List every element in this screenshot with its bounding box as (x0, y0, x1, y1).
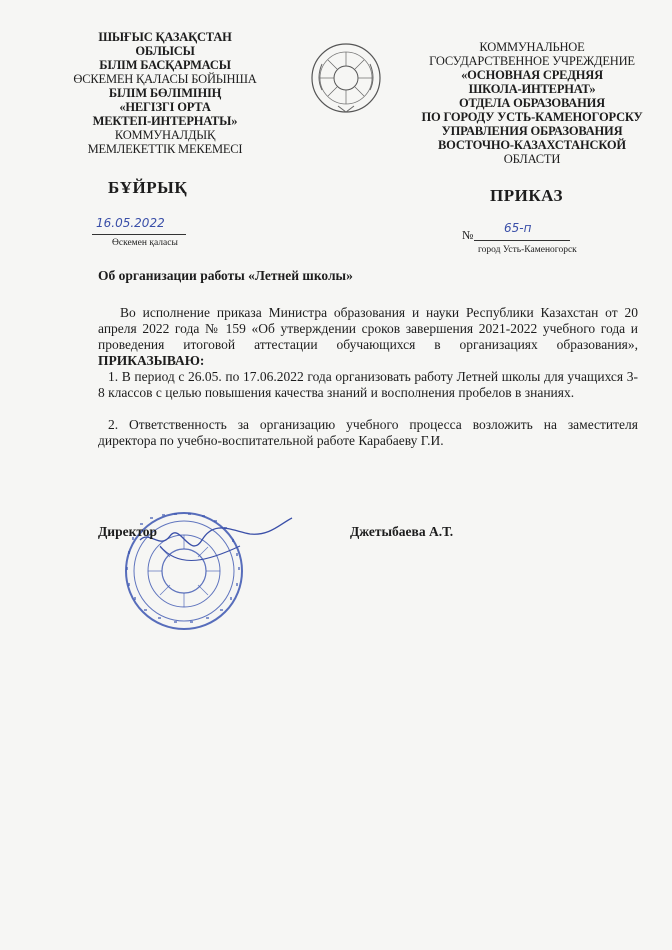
header-left-line: ОБЛЫСЫ (135, 44, 195, 58)
header-right-line: КОММУНАЛЬНОЕ (479, 40, 585, 54)
city-russian: город Усть-Каменогорск (478, 245, 577, 255)
header-left-line: ШЫҒЫС ҚАЗАҚСТАН (98, 30, 232, 44)
signature-role: Директор (98, 524, 158, 539)
handwritten-date: 16.05.2022 (96, 216, 165, 230)
preamble-text: Во исполнение приказа Министра образования и науки Республики Казахстан от 20 апреля 2022 года № 159 «Об утверждении сроков завершения 2021-2022 учебного года и проведения итоговой аттестации обучающихся в организациях образования», (98, 305, 638, 352)
header-right-line: ПО ГОРОДУ УСТЬ-КАМЕНОГОРСКУ (421, 110, 643, 124)
header-right-line: ВОСТОЧНО-КАЗАХСТАНСКОЙ (438, 138, 626, 152)
order-item-1: 1. В период с 26.05. по 17.06.2022 года организовать работу Летней школы для учащихся 3-8 классов с целью повышения качества знаний и восполнения пробелов в знаниях. (98, 369, 638, 400)
header-left-line: «НЕГІЗГІ ОРТА (119, 100, 211, 114)
header-right-line: ШКОЛА-ИНТЕРНАТ» (468, 82, 596, 96)
header-right-line: «ОСНОВНАЯ СРЕДНЯЯ (461, 68, 603, 82)
state-emblem-icon (308, 40, 384, 116)
handwritten-signature-icon (120, 510, 300, 590)
header-left-line: ӨСКЕМЕН ҚАЛАСЫ БОЙЫНША (73, 72, 257, 86)
handwritten-number: 65-п (504, 221, 532, 235)
header-left-line: БІЛІМ БӨЛІМІНІҢ (108, 86, 222, 100)
header-left-line: МЕМЛЕКЕТТІК МЕКЕМЕСІ (87, 142, 243, 156)
header-right-line: ОТДЕЛА ОБРАЗОВАНИЯ (458, 96, 606, 110)
city-kazakh: Өскемен қаласы (112, 238, 178, 248)
order-subject: Об организации работы «Летней школы» (98, 268, 353, 283)
header-right-line: ОБЛАСТИ (503, 152, 561, 166)
order-item-2: 2. Ответственность за организацию учебного процесса возложить на заместителя директора по учебно-воспитательной работе Карабаеву Г.И. (98, 417, 638, 448)
signature-name: Джетыбаева А.Т. (350, 524, 454, 539)
header-right-line: ГОСУДАРСТВЕННОЕ УЧРЕЖДЕНИЕ (429, 54, 635, 68)
number-label: № (462, 228, 474, 242)
header-left-kazakh (40, 30, 290, 156)
header-left-line: МЕКТЕП-ИНТЕРНАТЫ» (92, 114, 238, 128)
header-left-line: БІЛІМ БАСҚАРМАСЫ (99, 58, 231, 72)
doc-type-russian: ПРИКАЗ (490, 186, 563, 205)
order-word: ПРИКАЗЫВАЮ: (98, 353, 205, 368)
header-right-line: УПРАВЛЕНИЯ ОБРАЗОВАНИЯ (441, 124, 623, 138)
header-left-line: КОММУНАЛДЫҚ (114, 128, 216, 142)
doc-type-kazakh: БҰЙРЫҚ (108, 178, 188, 197)
order-body (98, 305, 638, 449)
header-right-russian (408, 40, 656, 166)
preamble-paragraph (98, 305, 638, 369)
